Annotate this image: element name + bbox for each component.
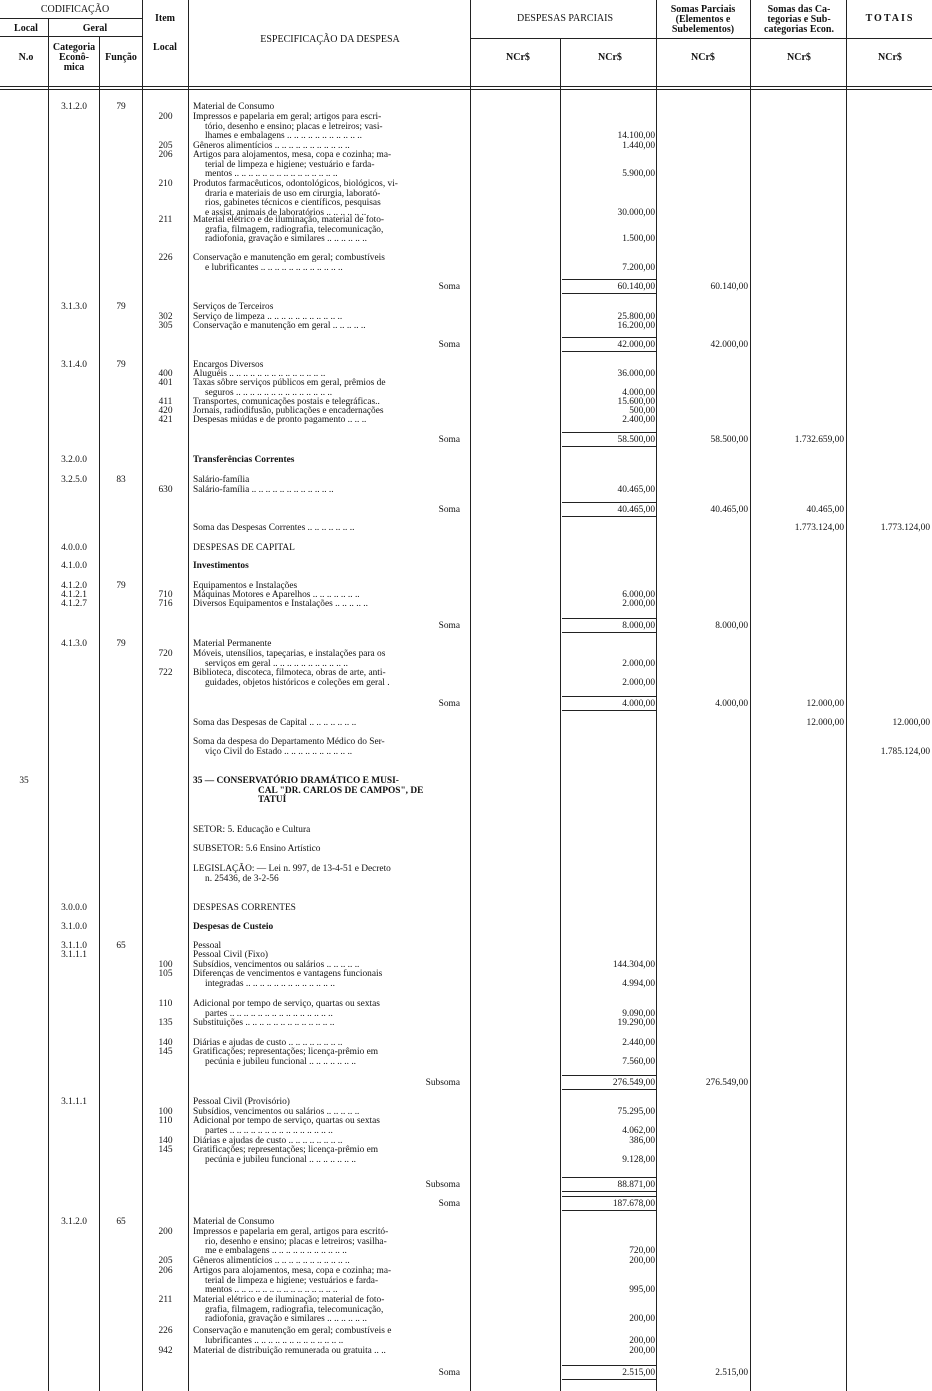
- sum-rule: [562, 1191, 656, 1192]
- despesa-parcial-value: 9.128,00: [622, 1154, 655, 1165]
- funcao-heading: Função: [105, 52, 137, 63]
- description-line: rio, desenho e ensino; placas e letreiros; vasilha-: [205, 1236, 387, 1247]
- description-line: Gêneros alimentícios .. .. .. .. .. .. .. .. .. .. ..: [193, 141, 350, 151]
- despesa-parcial-value: 720,00: [629, 1246, 655, 1257]
- despesa-parcial-value: 40.465,00: [617, 485, 655, 495]
- item-code: 205: [158, 1256, 173, 1266]
- soma-label: Soma: [438, 621, 460, 631]
- soma-parcial-value: 8.000,00: [715, 621, 748, 631]
- total-value: 1.785.124,00: [880, 746, 930, 757]
- description-line: Equipamentos e Instalações: [193, 581, 298, 591]
- categoria-code: 3.1.0.0: [61, 922, 87, 932]
- description-line: Artigos para alojamentos, mesa, copa e cozinha; ma-: [193, 1266, 392, 1276]
- description-line: terial de limpeza e higiene; vestuários e farda-: [205, 1275, 379, 1286]
- item-code: 211: [158, 215, 173, 225]
- rule: [0, 89, 932, 90]
- description-line: Conservação e manutenção em geral; combustíveis: [193, 253, 385, 263]
- description-line: Impressos e papelaria em geral, artigos para escritó-: [193, 1227, 389, 1237]
- description-line: Impressos e papelaria em geral; artigos para escri-: [193, 112, 382, 122]
- item-code: 710: [158, 590, 173, 600]
- item-code: 942: [158, 1346, 173, 1356]
- sum-rule: [562, 337, 656, 338]
- item-code: 211: [158, 1295, 173, 1305]
- despesa-parcial-value: 276.549,00: [612, 1078, 655, 1088]
- item-local-heading: Local: [153, 42, 177, 53]
- categoria-code: 3.1.1.0: [61, 941, 87, 951]
- description-line: Serviço de limpeza .. .. .. .. .. .. .. .. .. .. ..: [193, 312, 343, 322]
- description-line: Salário-família: [193, 475, 250, 485]
- description-line: Artigos para alojamentos, mesa, copa e cozinha; ma-: [193, 150, 392, 160]
- despesa-parcial-value: 15.600,00: [617, 397, 655, 407]
- despesa-parcial-value: 5.900,00: [622, 169, 655, 180]
- description-line: integradas .. .. .. .. .. .. .. .. .. .. .. .. ..: [205, 978, 335, 989]
- despesa-parcial-value: 16.200,00: [617, 321, 655, 331]
- description-line: Pessoal: [193, 941, 222, 951]
- column-divider: [48, 18, 49, 1391]
- despesa-parcial-value: 19.290,00: [617, 1018, 655, 1028]
- description-line: Soma da despesa do Departamento Médico do Ser-: [193, 737, 385, 747]
- rule: [470, 38, 932, 39]
- item-code: 226: [158, 253, 173, 263]
- sum-rule: [562, 516, 656, 517]
- categoria-code: 3.2.0.0: [61, 455, 87, 465]
- currency-heading: NCr$: [598, 52, 622, 63]
- description-line: radiofonia, gravação e similares .. .. .. .. .. ..: [205, 234, 367, 245]
- geral-heading: Geral: [82, 23, 108, 34]
- item-code: 722: [158, 668, 173, 678]
- description-line: 35 — CONSERVATÓRIO DRAMÁTICO E MUSI-: [193, 776, 399, 786]
- funcao-code: 79: [116, 639, 126, 649]
- description-line: seguros .. .. .. .. .. .. .. .. .. .. .. .. .. ..: [205, 387, 333, 398]
- soma-parcial-value: 2.515,00: [715, 1368, 748, 1378]
- description-line: Diárias e ajudas de custo .. .. .. .. .. .. .. ..: [193, 1136, 343, 1146]
- item-code: 305: [158, 321, 173, 331]
- sum-rule: [562, 696, 656, 697]
- item-code: 140: [158, 1038, 173, 1048]
- description-line: Soma das Despesas de Capital .. .. .. .. .. .. ..: [193, 718, 357, 728]
- description-line: Diárias e ajudas de custo .. .. .. .. .. .. .. ..: [193, 1038, 343, 1048]
- item-code: 302: [158, 312, 173, 322]
- sum-rule: [562, 632, 656, 633]
- description-line: LEGISLAÇÃO: — Lei n. 997, de 13-4-51 e Decreto: [193, 864, 391, 874]
- description-line: CAL "DR. CARLOS DE CAMPOS", DE: [258, 785, 424, 796]
- categoria-code: 3.1.4.0: [61, 360, 87, 370]
- soma-label: Subsoma: [425, 1078, 460, 1088]
- item-code: 100: [158, 960, 173, 970]
- item-code: 200: [158, 112, 173, 122]
- description-line: Máquinas Motores e Aparelhos .. .. .. .. .. .. ..: [193, 590, 360, 600]
- currency-heading: NCr$: [506, 52, 530, 63]
- description-line: Serviços de Terceiros: [193, 302, 274, 312]
- categoria-code: 4.1.2.7: [61, 599, 87, 609]
- description-line: Diferenças de vencimentos e vantagens funcionais: [193, 969, 383, 979]
- sum-rule: [562, 1089, 656, 1090]
- sum-rule: [562, 351, 656, 352]
- despesa-parcial-value: 2.440,00: [622, 1038, 655, 1048]
- rule: [0, 86, 932, 87]
- funcao-code: 79: [116, 302, 126, 312]
- funcao-code: 83: [116, 475, 126, 485]
- sum-rule: [562, 710, 656, 711]
- description-line: Substituições .. .. .. .. .. .. .. .. .. .. .. .. ..: [193, 1018, 335, 1028]
- description-line: serviços em geral .. .. .. .. .. .. .. .. .. .. ..: [205, 658, 348, 669]
- description-line: partes .. .. .. .. .. .. .. .. .. .. .. .. .. .. ..: [205, 1008, 333, 1019]
- description-line: Material Permanente: [193, 639, 272, 649]
- categoria-heading: Categoria Econô- mica: [52, 42, 96, 73]
- local-number: 35: [19, 776, 29, 786]
- despesa-parcial-value: 200,00: [629, 1256, 655, 1266]
- despesa-parcial-value: 144.304,00: [612, 960, 655, 970]
- description-line: grafia, filmagem, radiografia, telecomunicação,: [205, 1304, 384, 1315]
- column-divider: [470, 0, 471, 1391]
- item-code: 145: [158, 1145, 173, 1155]
- description-line: Transferências Correntes: [193, 455, 295, 465]
- column-divider: [846, 0, 847, 1391]
- rule: [0, 18, 142, 19]
- categoria-code: 4.1.2.0: [61, 581, 87, 591]
- despesa-parcial-value: 2.000,00: [622, 677, 655, 688]
- description-line: pecúnia e jubileu funcional .. .. .. .. .. .. ..: [205, 1154, 357, 1165]
- despesa-parcial-value: 1.440,00: [622, 141, 655, 151]
- despesa-parcial-value: 995,00: [629, 1285, 655, 1296]
- funcao-code: 79: [116, 360, 126, 370]
- description-line: Adicional por tempo de serviço, quartas ou sextas: [193, 1116, 380, 1126]
- description-line: lhames e embalagens .. .. .. .. .. .. .. .. .. .. ..: [205, 131, 362, 142]
- description-line: Soma das Despesas Correntes .. .. .. .. .. .. ..: [193, 523, 355, 533]
- categoria-code: 3.0.0.0: [61, 903, 87, 913]
- despesa-parcial-value: 1.500,00: [622, 234, 655, 245]
- categoria-code: 3.1.3.0: [61, 302, 87, 312]
- item-code: 135: [158, 1018, 173, 1028]
- soma-categoria-value: 1.732.659,00: [794, 435, 844, 445]
- currency-heading: NCr$: [691, 52, 715, 63]
- column-divider: [142, 0, 143, 1391]
- item-code: 420: [158, 406, 173, 416]
- item-code: 421: [158, 415, 173, 425]
- description-line: Gratificações; representações; licença-prêmio em: [193, 1145, 379, 1155]
- despesa-parcial-value: 6.000,00: [622, 590, 655, 600]
- soma-categoria-value: 40.465,00: [806, 505, 844, 515]
- despesa-parcial-value: 4.062,00: [622, 1125, 655, 1136]
- description-line: grafia, filmagem, radiografia, telecomunicação,: [205, 224, 384, 235]
- description-line: rios, gabinetes técnicos e científicos, pesquisas: [205, 198, 381, 209]
- soma-label: Soma: [438, 1199, 460, 1209]
- despesa-parcial-value: 7.560,00: [622, 1056, 655, 1067]
- soma-categoria-value: 12.000,00: [806, 699, 844, 709]
- sum-rule: [562, 293, 656, 294]
- item-code: 140: [158, 1136, 173, 1146]
- despesa-parcial-value: 75.295,00: [617, 1107, 655, 1117]
- item-code: 400: [158, 369, 173, 379]
- description-line: Pessoal Civil (Provisório): [193, 1097, 290, 1107]
- description-line: Diversos Equipamentos e Instalações .. .. .. .. ..: [193, 599, 368, 609]
- especificacao-heading: ESPECIFICAÇÃO DA DESPESA: [260, 34, 400, 45]
- description-line: DESPESAS CORRENTES: [193, 903, 296, 913]
- item-code: 110: [158, 1116, 173, 1126]
- codificacao-heading: CODIFICAÇÃO: [40, 4, 110, 15]
- soma-label: Soma: [438, 435, 460, 445]
- categoria-code: 4.0.0.0: [61, 543, 87, 553]
- despesa-parcial-value: 40.465,00: [617, 505, 655, 515]
- description-line: Investimentos: [193, 561, 249, 571]
- sum-rule: [562, 1210, 656, 1211]
- description-line: lubrificantes .. .. .. .. .. .. .. .. .. .. .. .. ..: [205, 1335, 344, 1346]
- despesa-parcial-value: 36.000,00: [617, 369, 655, 379]
- description-line: terial de limpeza e higiene; vestuário e farda-: [205, 159, 375, 170]
- description-line: guidades, objetos históricos e coleções em geral .: [205, 677, 390, 688]
- description-line: mentos .. .. .. .. .. .. .. .. .. .. .. .. .. .. ..: [205, 169, 338, 180]
- despesa-parcial-value: 42.000,00: [617, 340, 655, 350]
- no-heading: N.o: [18, 52, 34, 63]
- description-line: Conservação e manutenção em geral .. .. .. .. ..: [193, 321, 366, 331]
- despesa-parcial-value: 60.140,00: [617, 282, 655, 292]
- description-line: Biblioteca, discoteca, filmoteca, obras de arte, anti-: [193, 668, 386, 678]
- item-code: 226: [158, 1326, 173, 1336]
- column-divider: [656, 0, 657, 1391]
- item-code: 145: [158, 1047, 173, 1057]
- column-divider: [188, 0, 189, 1391]
- description-line: Gratificações; representações; licença-prêmio em: [193, 1047, 379, 1057]
- despesa-parcial-value: 8.000,00: [622, 621, 655, 631]
- item-code: 716: [158, 599, 173, 609]
- somas-parciais-heading: Somas Parciais (Elementos e Subelementos): [670, 4, 736, 35]
- item-heading: Item: [155, 13, 175, 24]
- despesa-parcial-value: 7.200,00: [622, 262, 655, 273]
- soma-parcial-value: 60.140,00: [710, 282, 748, 292]
- description-line: Subsídios, vencimentos ou salários .. .. .. .. ..: [193, 1107, 360, 1117]
- despesa-parcial-value: 200,00: [629, 1346, 655, 1356]
- item-code: 206: [158, 1266, 173, 1276]
- sum-rule: [562, 1075, 656, 1076]
- soma-parcial-value: 4.000,00: [715, 699, 748, 709]
- description-line: Despesas miúdas e de pronto pagamento .. .. ..: [193, 415, 367, 425]
- description-line: Material elétrico e de iluminação, material de foto-: [193, 215, 385, 225]
- sum-rule: [562, 618, 656, 619]
- categoria-code: 4.1.2.1: [61, 590, 87, 600]
- sum-rule: [562, 1379, 656, 1380]
- sum-rule: [562, 279, 656, 280]
- item-code: 206: [158, 150, 173, 160]
- currency-heading: NCr$: [878, 52, 902, 63]
- despesa-parcial-value: 4.000,00: [622, 387, 655, 398]
- despesa-parcial-value: 88.871,00: [617, 1180, 655, 1190]
- soma-parcial-value: 276.549,00: [705, 1078, 748, 1088]
- despesa-parcial-value: 58.500,00: [617, 435, 655, 445]
- description-line: e assist. animais de laboratórios .. .. .. .. .. ..: [205, 207, 367, 218]
- description-line: Subsídios, vencimentos ou salários .. .. .. .. ..: [193, 960, 360, 970]
- description-line: n. 25436, de 3-2-56: [205, 873, 279, 884]
- sum-rule: [562, 1365, 656, 1366]
- table-header: [0, 0, 932, 92]
- description-line: me e embalagens .. .. .. .. .. .. .. .. .. .. ..: [205, 1246, 347, 1257]
- description-line: Transportes, comunicações postais e telegráficas..: [193, 397, 380, 407]
- soma-label: Soma: [438, 505, 460, 515]
- description-line: Material de distribuição remunerada ou gratuita .. ..: [193, 1346, 386, 1356]
- totais-heading: TOTAIS: [865, 13, 915, 24]
- description-line: Material de Consumo: [193, 102, 275, 112]
- description-line: Gêneros alimentícios .. .. .. .. .. .. .. .. .. .. ..: [193, 1256, 350, 1266]
- sum-rule: [562, 446, 656, 447]
- sum-rule: [562, 1196, 656, 1197]
- soma-parcial-value: 42.000,00: [710, 340, 748, 350]
- sum-rule: [562, 1177, 656, 1178]
- soma-label: Soma: [438, 282, 460, 292]
- soma-label: Soma: [438, 699, 460, 709]
- description-line: DESPESAS DE CAPITAL: [193, 543, 295, 553]
- categoria-code: 3.2.5.0: [61, 475, 87, 485]
- item-code: 100: [158, 1107, 173, 1117]
- description-line: e lubrificantes .. .. .. .. .. .. .. .. .. .. .. ..: [205, 262, 343, 273]
- column-divider: [750, 0, 751, 1391]
- soma-categoria-value: 1.773.124,00: [794, 523, 844, 533]
- despesa-parcial-value: 4.994,00: [622, 978, 655, 989]
- despesa-parcial-value: 386,00: [629, 1136, 655, 1146]
- item-code: 205: [158, 141, 173, 151]
- soma-label: Subsoma: [425, 1180, 460, 1190]
- description-line: tório, desenho e ensino; placas e letreiros; vasi-: [205, 121, 383, 132]
- description-line: Jornais, radiodifusão, publicações e encadernações: [193, 406, 384, 416]
- soma-parcial-value: 58.500,00: [710, 435, 748, 445]
- item-code: 210: [158, 179, 173, 189]
- description-line: Salário-família .. .. .. .. .. .. .. .. .. .. .. ..: [193, 485, 334, 495]
- column-divider: [560, 38, 561, 1391]
- description-line: Material de Consumo: [193, 1217, 275, 1227]
- description-line: Adicional por tempo de serviço, quartas ou sextas: [193, 999, 380, 1009]
- categoria-code: 3.1.2.0: [61, 102, 87, 112]
- soma-label: Soma: [438, 1368, 460, 1378]
- despesa-parcial-value: 30.000,00: [617, 207, 655, 218]
- despesa-parcial-value: 4.000,00: [622, 699, 655, 709]
- somas-categorias-heading: Somas das Ca- tegorias e Sub- categorias Econ.: [764, 4, 834, 35]
- description-line: Taxas sôbre serviços públicos em geral, prêmios de: [193, 378, 386, 388]
- categoria-code: 3.1.1.1: [61, 950, 87, 960]
- description-line: Encargos Diversos: [193, 360, 264, 370]
- description-line: Aluguéis .. .. .. .. .. .. .. .. .. .. .. .. .. ..: [193, 369, 326, 379]
- despesa-parcial-value: 187.678,00: [612, 1199, 655, 1209]
- despesa-parcial-value: 2.515,00: [622, 1368, 655, 1378]
- description-line: Conservação e manutenção em geral; combustíveis e: [193, 1326, 392, 1336]
- description-line: draria e materiais de uso em cirurgia, laborató-: [205, 188, 381, 199]
- despesas-parciais-heading: DESPESAS PARCIAIS: [516, 13, 614, 24]
- description-line: partes .. .. .. .. .. .. .. .. .. .. .. .. .. .. ..: [205, 1125, 333, 1136]
- categoria-code: 4.1.0.0: [61, 561, 87, 571]
- funcao-code: 79: [116, 102, 126, 112]
- description-line: Material elétrico e de iluminação; material de foto-: [193, 1295, 385, 1305]
- description-line: TATUÍ: [258, 795, 287, 806]
- despesa-parcial-value: 2.000,00: [622, 658, 655, 669]
- funcao-code: 65: [116, 1217, 126, 1227]
- despesa-parcial-value: 9.090,00: [622, 1008, 655, 1019]
- total-value: 1.773.124,00: [880, 523, 930, 533]
- despesa-parcial-value: 25.800,00: [617, 312, 655, 322]
- despesa-parcial-value: 200,00: [629, 1335, 655, 1346]
- funcao-code: 79: [116, 581, 126, 591]
- item-code: 411: [158, 397, 173, 407]
- item-code: 200: [158, 1227, 173, 1237]
- soma-parcial-value: 40.465,00: [710, 505, 748, 515]
- item-code: 630: [158, 485, 173, 495]
- description-line: mentos .. .. .. .. .. .. .. .. .. .. .. .. .. .. ..: [205, 1285, 338, 1296]
- description-line: Pessoal Civil (Fixo): [193, 950, 269, 960]
- sum-rule: [562, 432, 656, 433]
- item-code: 105: [158, 969, 173, 979]
- despesa-parcial-value: 2.000,00: [622, 599, 655, 609]
- description-line: viço Civil do Estado .. .. .. .. .. .. .. .. .. ..: [205, 746, 353, 757]
- description-line: SETOR: 5. Educação e Cultura: [193, 825, 311, 835]
- despesa-parcial-value: 14.100,00: [617, 131, 655, 142]
- description-line: pecúnia e jubileu funcional .. .. .. .. .. .. ..: [205, 1056, 357, 1067]
- description-line: Móveis, utensílios, tapeçarias, e instalações para os: [193, 649, 386, 659]
- description-line: Despesas de Custeio: [193, 922, 274, 932]
- item-code: 720: [158, 649, 173, 659]
- rule: [0, 36, 142, 37]
- soma-label: Soma: [438, 340, 460, 350]
- currency-heading: NCr$: [787, 52, 811, 63]
- despesa-parcial-value: 200,00: [629, 1314, 655, 1325]
- despesa-parcial-value: 500,00: [629, 406, 655, 416]
- categoria-code: 4.1.3.0: [61, 639, 87, 649]
- description-line: SUBSETOR: 5.6 Ensino Artístico: [193, 844, 321, 854]
- categoria-code: 3.1.2.0: [61, 1217, 87, 1227]
- funcao-code: 65: [116, 941, 126, 951]
- item-code: 110: [158, 999, 173, 1009]
- categoria-code: 3.1.1.1: [61, 1097, 87, 1107]
- description-line: Produtos farmacêuticos, odontológicos, biológicos, vi-: [193, 179, 398, 189]
- item-code: 401: [158, 378, 173, 388]
- total-value: 12.000,00: [892, 718, 930, 728]
- sum-rule: [562, 502, 656, 503]
- soma-categoria-value: 12.000,00: [806, 718, 844, 728]
- local-heading: Local: [14, 23, 38, 34]
- description-line: radiofonia, gravação e similares .. .. .. .. .. ..: [205, 1314, 367, 1325]
- column-divider: [99, 36, 100, 1391]
- despesa-parcial-value: 2.400,00: [622, 415, 655, 425]
